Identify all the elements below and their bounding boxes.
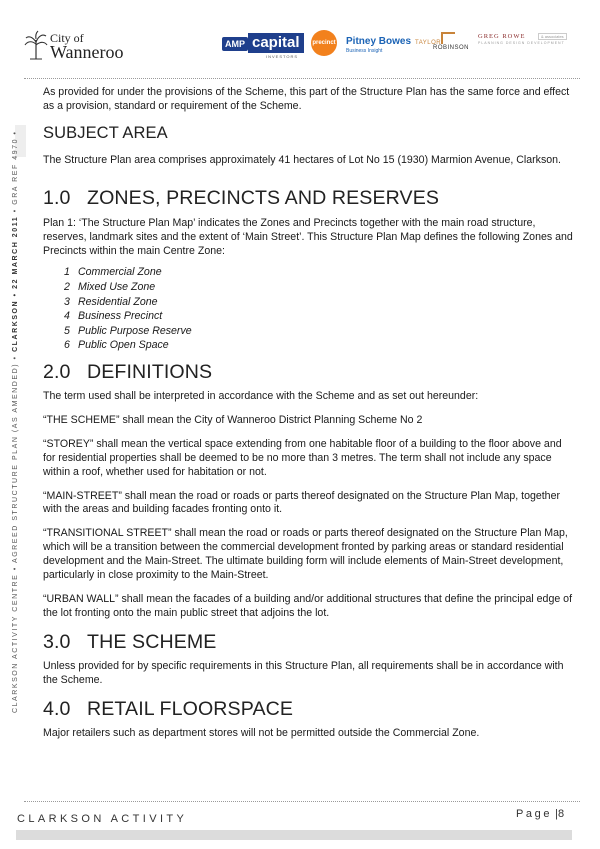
greg-rowe-name: GREG ROWE [478,33,526,40]
definition-transitional-street: “TRANSITIONAL STREET” shall mean the road or roads or parts thereof designated on the Structure Plan Map, which will be a transition between the commercial development fronted by parking areas or standard residential development and the Main-Street. The ultimate building form will include elements of Main-Street development, particularly in close proximity to the Main-Street. [43,527,568,582]
logo-text-city-of: City of [50,31,84,45]
list-item: 4 Business Precinct [64,310,163,323]
sidebar-text-suffix: • GRA REF 4970 • [12,130,19,216]
greg-rowe-associates: & associates [538,33,567,40]
subject-area-heading: SUBJECT AREA [43,123,168,142]
page-number-value: 8 [558,808,565,820]
section-2-heading [43,361,573,384]
section-1-heading [43,187,573,210]
section-3-title: THE SCHEME [87,630,217,653]
page-label: Page [516,808,553,820]
intro-paragraph: As provided for under the provisions of the Scheme, this part of the Structure Plan has the same force and effect as a provision, standard or requirement of the Scheme. [43,86,570,112]
footer-title: CLARKSON ACTIVITY [17,813,188,825]
section-3-number: 3.0 [43,630,71,653]
header-divider [24,78,580,79]
pitney-bowes-logo [346,36,418,58]
pitney-bowes-name: Pitney Bowes [346,36,412,47]
footer-bar [16,830,572,840]
list-item: 3 Residential Zone [64,295,158,308]
logo-text-wanneroo: Wanneroo [50,42,124,62]
sidebar-text-bold: CLARKSON • 22 MARCH 2011 [12,215,19,352]
footer-divider [24,801,580,802]
city-of-wanneroo-logo [24,30,134,66]
section-1-number: 1.0 [43,186,71,209]
amp-badge: AMP [222,37,248,51]
definition-scheme: “THE SCHEME” shall mean the City of Wanneroo District Planning Scheme No 2 [43,413,423,426]
section-3-heading [43,631,573,654]
sidebar-vertical-text [12,130,26,713]
zones-list [43,265,573,353]
greg-rowe-logo [478,33,578,49]
definitions-intro: The term used shall be interpreted in accordance with the Scheme and as set out hereunder: [43,390,479,402]
subject-area-text: The Structure Plan area comprises approximately 41 hectares of Lot No 15 (1930) Marmion Avenue, Clarkson. [43,153,561,166]
section-2-title: DEFINITIONS [87,361,213,383]
list-item: 6 Public Open Space [64,339,169,352]
definition-main-street: “MAIN-STREET” shall mean the road or roads or parts thereof designated on the Structure Plan Map, together with the areas and building facades fronting onto it. [43,489,560,516]
definition-urban-wall: “URBAN WALL” shall mean the facades of a building and/or additional structures that define the principal edge of the lot fronting onto the main public street that adjoins the lot. [43,592,573,619]
list-item: 1 Commercial Zone [64,266,162,279]
greg-rowe-tagline: PLANNING DESIGN DEVELOPMENT [478,41,565,45]
taylor-text: TAYLOR [415,40,442,46]
taylor-robinson-logo [415,32,475,58]
section-1-title: ZONES, PRECINCTS AND RESERVES [87,186,440,209]
sidebar-text-prefix: CLARKSON ACTIVITY CENTRE • AGREED STRUCTURE PLAN (AS AMENDED) • [12,351,19,713]
main-content [43,86,573,741]
section-3-text: Unless provided for by specific requirements in this Structure Plan, all requirements shall be in accordance with the Scheme. [43,659,564,686]
pitney-bowes-sub: Business Insight [346,48,383,54]
page-separator: | [555,808,559,820]
section-4-title: RETAIL FLOORSPACE [87,697,294,720]
section-4-text: Major retailers such as department stores will not be permitted outside the Commercial Zone. [43,726,480,739]
list-item: 5 Public Purpose Reserve [64,324,192,337]
amp-capital-logo [222,34,300,59]
robinson-text: ROBINSON [433,45,470,51]
wanneroo-tree-icon [24,30,48,60]
amp-investors-text: INVESTORS [266,54,299,59]
section-4-heading [43,698,573,721]
amp-capital-text: capital [248,33,304,53]
section-4-number: 4.0 [43,697,71,720]
definition-storey: “STOREY” shall mean the vertical space extending from one habitable floor of a building to the floor above and for residential properties shall be deemed to be no more than 3 metres. The term shall not include any space within a roof, whether used for habitation or not. [43,437,562,478]
section-1-text: Plan 1: ‘The Structure Plan Map’ indicates the Zones and Precincts together with the main road structure, reserves, landmark sites and the extent of ‘Main Street’. This Structure Plan Map defines the following Zones and Precincts within the main Centre Zone: [43,216,573,257]
list-item: 2 Mixed Use Zone [64,281,156,294]
page-header [0,0,600,80]
taylor-robinson-mark-icon [441,32,455,44]
page-number [516,808,564,820]
precinct-logo: precinct [311,30,337,56]
section-2-number: 2.0 [43,361,71,383]
